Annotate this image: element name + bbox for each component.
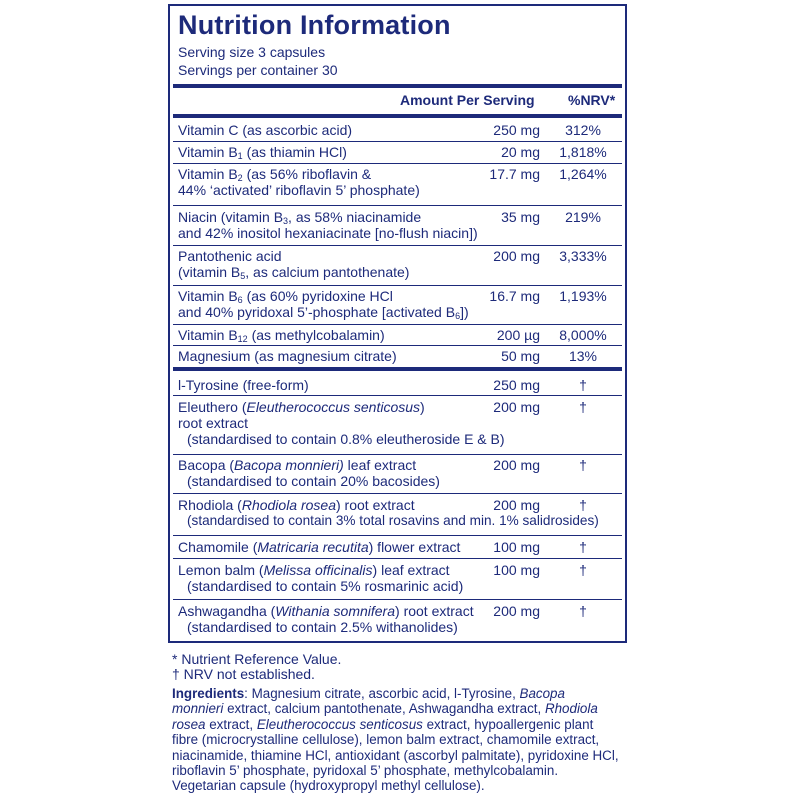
ingredient-name-rest: ) leaf extract — [372, 562, 450, 578]
nutrient-name: Niacin (vitamin B — [178, 209, 284, 225]
header-nrv: %NRV* — [568, 92, 616, 108]
ingredient-name-line2: root extract — [178, 415, 249, 431]
ingredient-standardisation: (standardised to contain 2.5% withanolides) — [187, 619, 458, 635]
nutrient-nrv: 13% — [568, 348, 598, 364]
ingredient-amount: 250 mg — [493, 377, 540, 393]
nutrient-name: Pantothenic acid — [178, 248, 282, 264]
ingredient-standardisation: (standardised to contain 5% rosmarinic acid) — [187, 578, 464, 594]
footnote-nrv: * Nutrient Reference Value. — [172, 651, 342, 667]
nutrition-panel — [168, 4, 627, 643]
latin-name: Bacopa monnieri) — [234, 457, 344, 473]
ingredient-amount: 200 mg — [493, 399, 540, 415]
latin-name: Withania somnifera — [275, 603, 396, 619]
vitamin-row-b6 — [173, 286, 622, 324]
ingredient-name: Chamomile ( — [178, 539, 258, 555]
other-row-bacopa — [173, 455, 622, 493]
nutrient-nrv: 312% — [565, 122, 601, 138]
nutrient-name-line2: and 40% pyridoxal 5’-phosphate [activated B — [178, 304, 456, 320]
ingredient-name: Eleuthero ( — [178, 399, 247, 415]
ingredient-amount: 100 mg — [493, 562, 540, 578]
ingredients-text: extract, hypoallergenic plant fibre (microcrystalline cellulose), lemon balm extract, chamomile extract, niacinamide, thiamine HCl, antioxidant (ascorbyl palmitate), pyridoxine HCl, riboflavin 5’ phosphate, pyridoxal 5’ phosphate, methylcobalamin. Vegetarian capsule (hydroxypropyl methyl cellulose). — [172, 716, 619, 794]
nutrient-nrv: 1,818% — [559, 144, 607, 160]
nutrient-name: Magnesium (as magnesium citrate) — [178, 348, 397, 364]
ingredients-latin: Bacopa monnieri — [172, 686, 565, 717]
nutrient-amount: 200 mg — [493, 248, 540, 264]
nutrient-name-rest: , as 58% niacinamide — [288, 209, 422, 225]
ingredients-latin: Eleutherococcus senticosus — [256, 716, 423, 732]
nutrient-amount: 35 mg — [501, 209, 540, 225]
nutrient-name: Vitamin C (as ascorbic acid) — [178, 122, 353, 138]
ingredient-amount: 200 mg — [493, 603, 540, 619]
ingredients-latin: Rhodiola rosea — [172, 701, 598, 732]
ingredient-standardisation: (standardised to contain 0.8% eleutheroside E & B) — [187, 431, 505, 447]
ingredient-name: l-Tyrosine (free-form) — [178, 377, 309, 393]
nutrient-name-line2: (vitamin B — [178, 264, 241, 280]
nutrient-name: Vitamin B — [178, 166, 238, 182]
vitamin-row-pantothenic — [173, 246, 622, 284]
nutrient-name-rest: (as methylcobalamin) — [247, 327, 385, 343]
subscript: 6 — [455, 311, 461, 321]
nutrient-amount: 17.7 mg — [489, 166, 540, 182]
nutrient-amount: 16.7 mg — [489, 288, 540, 304]
row-divider — [173, 493, 622, 494]
subscript: 5 — [240, 271, 246, 281]
nutrient-amount: 50 mg — [501, 348, 540, 364]
serving-size: Serving size 3 capsules — [178, 44, 326, 60]
nutrient-amount: 250 mg — [493, 122, 540, 138]
other-row-ashwagandha — [173, 601, 622, 639]
panel-title: Nutrition Information — [178, 10, 451, 40]
ingredient-name-rest: ) flower extract — [368, 539, 461, 555]
ingredient-amount: 200 mg — [493, 497, 540, 513]
row-divider — [173, 535, 622, 536]
nutrient-name-rest: (as 60% pyridoxine HCl — [242, 288, 393, 304]
ingredients-list — [172, 686, 620, 794]
row-divider — [173, 558, 622, 559]
ingredients-text: extract, calcium pantothenate, Ashwagandha extract, — [223, 701, 545, 717]
ingredient-name-rest: ) root extract — [395, 603, 474, 619]
ingredient-amount: 100 mg — [493, 539, 540, 555]
nutrient-name-rest: (as thiamin HCl) — [242, 144, 347, 160]
vitamin-row-magnesium — [173, 346, 622, 366]
nutrient-nrv: 3,333% — [559, 248, 607, 264]
nutrient-nrv: 1,193% — [559, 288, 607, 304]
footnote-not-established: † NRV not established. — [172, 666, 315, 682]
ingredient-name: Bacopa ( — [178, 457, 235, 473]
other-row-tyrosine — [173, 375, 622, 395]
subscript: 6 — [237, 295, 243, 305]
nutrient-name: Vitamin B — [178, 144, 238, 160]
subscript: 12 — [237, 334, 248, 344]
ingredients-text: extract, — [205, 716, 257, 732]
vitamin-row-c — [173, 120, 622, 140]
latin-name: Rhodiola rosea — [241, 497, 336, 513]
subscript: 2 — [237, 173, 243, 183]
header-amount: Amount Per Serving — [400, 92, 535, 108]
ingredient-name-rest: ) — [420, 399, 425, 415]
nutrient-nrv: 219% — [565, 209, 601, 225]
ingredient-nrv: † — [579, 539, 587, 555]
other-row-rhodiola — [173, 495, 622, 533]
vitamin-row-niacin — [173, 207, 622, 245]
nutrient-name-rest: ]) — [460, 304, 469, 320]
nutrient-name: Vitamin B — [178, 288, 238, 304]
ingredient-nrv: † — [579, 603, 587, 619]
subscript: 3 — [283, 216, 289, 226]
nutrient-amount: 20 mg — [501, 144, 540, 160]
ingredient-standardisation: (standardised to contain 20% bacosides) — [187, 473, 440, 489]
ingredients-label: Ingredients — [172, 686, 245, 701]
nutrient-name: Vitamin B — [178, 327, 238, 343]
vitamin-row-b2 — [173, 164, 622, 202]
latin-name: Melissa officinalis — [263, 562, 373, 578]
vitamin-row-b12 — [173, 325, 622, 345]
header-rule — [173, 84, 622, 88]
ingredient-name-rest: ) root extract — [336, 497, 415, 513]
ingredient-amount: 200 mg — [493, 457, 540, 473]
nutrient-name-line2: 44% ‘activated’ riboflavin 5’ phosphate) — [178, 182, 420, 198]
ingredient-nrv: † — [579, 457, 587, 473]
nutrient-name-rest: (as 56% riboflavin & — [242, 166, 372, 182]
ingredient-standardisation: (standardised to contain 3% total rosavins and min. 1% salidrosides) — [187, 513, 599, 528]
row-divider — [173, 395, 622, 396]
latin-name: Matricaria recutita — [257, 539, 369, 555]
ingredients-text: : Magnesium citrate, ascorbic acid, l-Tyrosine, — [244, 686, 520, 701]
ingredient-name: Rhodiola ( — [178, 497, 242, 513]
header-bottom-rule — [173, 114, 622, 118]
nutrient-nrv: 8,000% — [559, 327, 607, 343]
other-row-chamomile — [173, 537, 622, 557]
other-row-lemon-balm — [173, 560, 622, 598]
nutrient-name-rest: , as calcium pantothenate) — [245, 264, 410, 280]
ingredient-nrv: † — [579, 497, 587, 513]
nutrient-nrv: 1,264% — [559, 166, 607, 182]
ingredient-nrv: † — [579, 377, 587, 393]
nutrient-name-line2: and 42% inositol hexaniacinate [no-flush niacin]) — [178, 225, 478, 241]
other-row-eleuthero — [173, 397, 622, 453]
servings-per-container: Servings per container 30 — [178, 62, 338, 78]
ingredient-nrv: † — [579, 562, 587, 578]
section-rule — [173, 367, 622, 371]
row-divider — [173, 599, 622, 600]
nutrient-amount: 200 µg — [496, 327, 540, 343]
ingredient-name-rest: leaf extract — [343, 457, 417, 473]
ingredient-name: Ashwagandha ( — [178, 603, 276, 619]
ingredient-nrv: † — [579, 399, 587, 415]
vitamin-row-b1 — [173, 142, 622, 162]
latin-name: Eleutherococcus senticosus — [246, 399, 421, 415]
ingredient-name: Lemon balm ( — [178, 562, 264, 578]
row-divider — [173, 205, 622, 206]
subscript: 1 — [237, 151, 243, 161]
